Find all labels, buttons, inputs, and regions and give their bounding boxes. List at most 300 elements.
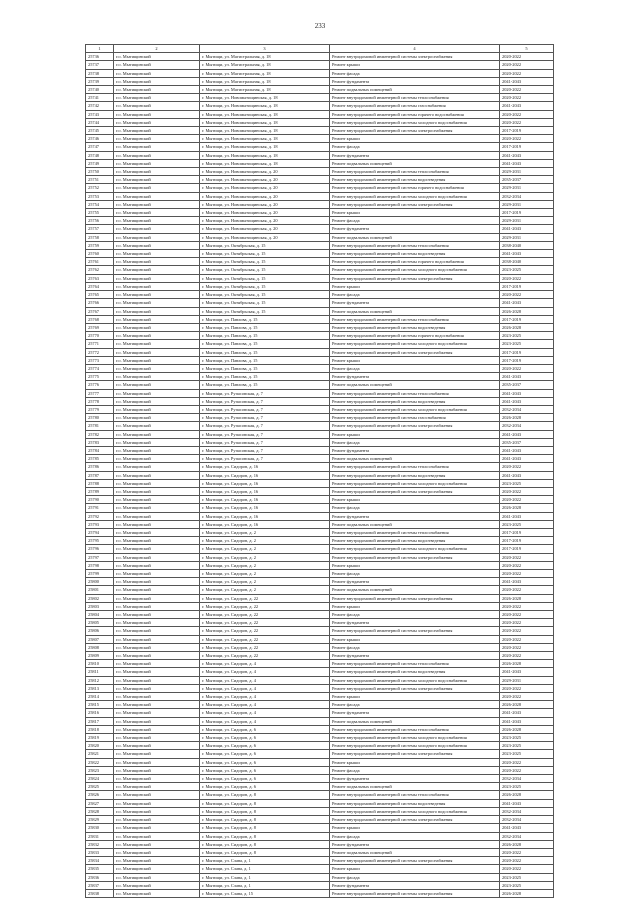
- table-row: [86, 652, 554, 660]
- address-cell: г. Мытищи, ул. Сидоров, д. 22: [200, 594, 330, 602]
- address-cell: г. Мытищи, ул. Новомытищинская, д. 18: [200, 118, 330, 126]
- table-row: [86, 873, 554, 881]
- table-row: [86, 159, 554, 167]
- work-type-cell: Ремонт внутридомовой инженерной системы холодного водоснабжения: [330, 742, 500, 750]
- period-cell: 2035-2037: [500, 381, 554, 389]
- municipality-cell: г.о. Мытищинский: [114, 594, 200, 602]
- work-type-cell: Ремонт внутридомовой инженерной системы холодного водоснабжения: [330, 676, 500, 684]
- municipality-cell: г.о. Мытищинский: [114, 356, 200, 364]
- address-cell: г. Мытищи, ул. Октябрьская, д. 15: [200, 291, 330, 299]
- row-number-cell: 25790: [86, 496, 114, 504]
- work-type-cell: Ремонт крыши: [330, 135, 500, 143]
- address-cell: г. Мытищи, ул. Сидоров, д. 16: [200, 471, 330, 479]
- address-cell: г. Мытищи, ул. Сидоров, д. 6: [200, 775, 330, 783]
- address-cell: г. Мытищи, ул. Новомытищинская, д. 18: [200, 94, 330, 102]
- work-type-cell: Ремонт подвальных помещений: [330, 783, 500, 791]
- address-cell: г. Мытищи, ул. Слава, д. 1: [200, 881, 330, 889]
- municipality-cell: г.о. Мытищинский: [114, 635, 200, 643]
- address-cell: г. Мытищи, ул. Павлова, д. 15: [200, 340, 330, 348]
- period-cell: 2020-2022: [500, 291, 554, 299]
- period-cell: 2020-2022: [500, 69, 554, 77]
- table-row: [86, 184, 554, 192]
- period-cell: 2041-2043: [500, 77, 554, 85]
- municipality-cell: г.о. Мытищинский: [114, 602, 200, 610]
- work-type-cell: Ремонт внутридомовой инженерной системы холодного водоснабжения: [330, 545, 500, 553]
- address-cell: г. Мытищи, ул. Магистральная, д. 18: [200, 69, 330, 77]
- table-row: [86, 791, 554, 799]
- table-row: [86, 725, 554, 733]
- row-number-cell: 25736: [86, 53, 114, 61]
- address-cell: г. Мытищи, ул. Сидоров, д. 4: [200, 660, 330, 668]
- address-cell: г. Мытищи, ул. Сидоров, д. 6: [200, 725, 330, 733]
- work-type-cell: Ремонт внутридомовой инженерной системы электроснабжения: [330, 857, 500, 865]
- period-cell: 2020-2022: [500, 86, 554, 94]
- work-type-cell: Ремонт внутридомовой инженерной системы водоотведения: [330, 799, 500, 807]
- municipality-cell: г.о. Мытищинский: [114, 758, 200, 766]
- row-number-cell: 25778: [86, 397, 114, 405]
- address-cell: г. Мытищи, ул. Сидоров, д. 16: [200, 512, 330, 520]
- municipality-cell: г.о. Мытищинский: [114, 848, 200, 856]
- municipality-cell: г.о. Мытищинский: [114, 684, 200, 692]
- row-number-cell: 25800: [86, 578, 114, 586]
- address-cell: г. Мытищи, ул. Октябрьская, д. 15: [200, 241, 330, 249]
- work-type-cell: Ремонт внутридомовой инженерной системы водоотведения: [330, 397, 500, 405]
- table-row: [86, 397, 554, 405]
- period-cell: 2020-2022: [500, 693, 554, 701]
- row-number-cell: 25774: [86, 364, 114, 372]
- municipality-cell: г.о. Мытищинский: [114, 816, 200, 824]
- period-cell: 2023-2025: [500, 266, 554, 274]
- period-cell: 2032-2034: [500, 807, 554, 815]
- period-cell: 2041-2043: [500, 512, 554, 520]
- table-row: [86, 274, 554, 282]
- address-cell: г. Мытищи, ул. Сидоров, д. 22: [200, 643, 330, 651]
- row-number-cell: 25779: [86, 405, 114, 413]
- municipality-cell: г.о. Мытищинский: [114, 209, 200, 217]
- row-number-cell: 25813: [86, 684, 114, 692]
- municipality-cell: г.о. Мытищинский: [114, 315, 200, 323]
- table-row: [86, 496, 554, 504]
- row-number-cell: 25837: [86, 881, 114, 889]
- municipality-cell: г.о. Мытищинский: [114, 135, 200, 143]
- address-cell: г. Мытищи, ул. Сидоров, д. 2: [200, 537, 330, 545]
- table-row: [86, 414, 554, 422]
- work-type-cell: Ремонт внутридомовой инженерной системы электроснабжения: [330, 348, 500, 356]
- address-cell: г. Мытищи, ул. Сидоров, д. 6: [200, 758, 330, 766]
- work-type-cell: Ремонт крыши: [330, 496, 500, 504]
- table-row: [86, 635, 554, 643]
- address-cell: г. Мытищи, ул. Октябрьская, д. 15: [200, 307, 330, 315]
- row-number-cell: 25827: [86, 799, 114, 807]
- address-cell: г. Мытищи, ул. Октябрьская, д. 15: [200, 258, 330, 266]
- municipality-cell: г.о. Мытищинский: [114, 373, 200, 381]
- row-number-cell: 25773: [86, 356, 114, 364]
- municipality-cell: г.о. Мытищинский: [114, 807, 200, 815]
- row-number-cell: 25757: [86, 225, 114, 233]
- address-cell: г. Мытищи, ул. Новомытищинская, д. 20: [200, 233, 330, 241]
- address-cell: г. Мытищи, ул. Сидоров, д. 16: [200, 520, 330, 528]
- work-type-cell: Ремонт подвальных помещений: [330, 381, 500, 389]
- row-number-cell: 25769: [86, 323, 114, 331]
- municipality-cell: г.о. Мытищинский: [114, 405, 200, 413]
- row-number-cell: 25836: [86, 873, 114, 881]
- work-type-cell: Ремонт внутридомовой инженерной системы теплоснабжения: [330, 94, 500, 102]
- period-cell: 2032-2034: [500, 775, 554, 783]
- table-row: [86, 807, 554, 815]
- municipality-cell: г.о. Мытищинский: [114, 881, 200, 889]
- period-cell: 2023-2025: [500, 332, 554, 340]
- municipality-cell: г.о. Мытищинский: [114, 734, 200, 742]
- row-number-cell: 25754: [86, 200, 114, 208]
- table-row: [86, 53, 554, 61]
- work-type-cell: Ремонт внутридомовой инженерной системы электроснабжения: [330, 53, 500, 61]
- work-type-cell: Ремонт крыши: [330, 61, 500, 69]
- municipality-cell: г.о. Мытищинский: [114, 110, 200, 118]
- row-number-cell: 25824: [86, 775, 114, 783]
- period-cell: 2017-2019: [500, 356, 554, 364]
- table-row: [86, 840, 554, 848]
- row-number-cell: 25777: [86, 389, 114, 397]
- municipality-cell: г.о. Мытищинский: [114, 799, 200, 807]
- work-type-cell: Ремонт внутридомовой инженерной системы электроснабжения: [330, 889, 500, 897]
- work-type-cell: Ремонт внутридомовой инженерной системы водоотведения: [330, 668, 500, 676]
- work-type-cell: Ремонт внутридомовой инженерной системы холодного водоснабжения: [330, 340, 500, 348]
- work-type-cell: Ремонт подвальных помещений: [330, 520, 500, 528]
- period-cell: 2026-2028: [500, 660, 554, 668]
- municipality-cell: г.о. Мытищинский: [114, 151, 200, 159]
- work-type-cell: Ремонт подвальных помещений: [330, 307, 500, 315]
- row-number-cell: 25780: [86, 414, 114, 422]
- period-cell: 2026-2028: [500, 840, 554, 848]
- period-cell: 2026-2028: [500, 307, 554, 315]
- work-type-cell: Ремонт внутридомовой инженерной системы газоснабжения: [330, 414, 500, 422]
- municipality-cell: г.о. Мытищинский: [114, 504, 200, 512]
- table-row: [86, 693, 554, 701]
- municipality-cell: г.о. Мытищинский: [114, 537, 200, 545]
- address-cell: г. Мытищи, ул. Сидоров, д. 8: [200, 816, 330, 824]
- period-cell: 2029-2031: [500, 168, 554, 176]
- work-type-cell: Ремонт фундамента: [330, 225, 500, 233]
- row-number-cell: 25749: [86, 159, 114, 167]
- work-type-cell: Ремонт фундамента: [330, 373, 500, 381]
- table-row: [86, 471, 554, 479]
- period-cell: 2020-2022: [500, 627, 554, 635]
- municipality-cell: г.о. Мытищинский: [114, 94, 200, 102]
- address-cell: г. Мытищи, ул. Сидоров, д. 6: [200, 750, 330, 758]
- table-row: [86, 200, 554, 208]
- work-type-cell: Ремонт внутридомовой инженерной системы водоотведения: [330, 471, 500, 479]
- period-cell: 2020-2022: [500, 53, 554, 61]
- work-type-cell: Ремонт крыши: [330, 602, 500, 610]
- municipality-cell: г.о. Мытищинский: [114, 69, 200, 77]
- address-cell: г. Мытищи, ул. Сидоров, д. 8: [200, 807, 330, 815]
- municipality-cell: г.о. Мытищинский: [114, 389, 200, 397]
- row-number-cell: 25781: [86, 422, 114, 430]
- municipality-cell: г.о. Мытищинский: [114, 422, 200, 430]
- row-number-cell: 25794: [86, 528, 114, 536]
- municipality-cell: г.о. Мытищинский: [114, 323, 200, 331]
- municipality-cell: г.о. Мытищинский: [114, 528, 200, 536]
- municipality-cell: г.о. Мытищинский: [114, 102, 200, 110]
- address-cell: г. Мытищи, ул. Новомытищинская, д. 20: [200, 192, 330, 200]
- header-cell: 2: [114, 45, 200, 53]
- table-row: [86, 684, 554, 692]
- row-number-cell: 25820: [86, 742, 114, 750]
- work-type-cell: Ремонт внутридомовой инженерной системы электроснабжения: [330, 200, 500, 208]
- work-type-cell: Ремонт подвальных помещений: [330, 233, 500, 241]
- period-cell: 2041-2043: [500, 668, 554, 676]
- address-cell: г. Мытищи, ул. Рупасовская, д. 7: [200, 389, 330, 397]
- row-number-cell: 25783: [86, 438, 114, 446]
- table-row: [86, 709, 554, 717]
- municipality-cell: г.о. Мытищинский: [114, 455, 200, 463]
- address-cell: г. Мытищи, ул. Сидоров, д. 4: [200, 684, 330, 692]
- work-type-cell: Ремонт внутридомовой инженерной системы водоотведения: [330, 537, 500, 545]
- address-cell: г. Мытищи, ул. Павлова, д. 15: [200, 381, 330, 389]
- municipality-cell: г.о. Мытищинский: [114, 570, 200, 578]
- period-cell: 2020-2022: [500, 848, 554, 856]
- row-number-cell: 25826: [86, 791, 114, 799]
- work-type-cell: Ремонт внутридомовой инженерной системы теплоснабжения: [330, 791, 500, 799]
- period-cell: 2041-2043: [500, 397, 554, 405]
- period-cell: 2017-2019: [500, 282, 554, 290]
- period-cell: 2020-2022: [500, 619, 554, 627]
- work-type-cell: Ремонт внутридомовой инженерной системы теплоснабжения: [330, 241, 500, 249]
- work-type-cell: Ремонт внутридомовой инженерной системы водоотведения: [330, 176, 500, 184]
- work-type-cell: Ремонт фасада: [330, 873, 500, 881]
- address-cell: г. Мытищи, ул. Сидоров, д. 22: [200, 602, 330, 610]
- table-row: [86, 865, 554, 873]
- table-row: [86, 266, 554, 274]
- table-row: [86, 446, 554, 454]
- table-row: [86, 619, 554, 627]
- address-cell: г. Мытищи, ул. Сидоров, д. 6: [200, 742, 330, 750]
- row-number-cell: 25812: [86, 676, 114, 684]
- period-cell: 2020-2022: [500, 274, 554, 282]
- table-row: [86, 307, 554, 315]
- address-cell: г. Мытищи, ул. Сидоров, д. 2: [200, 578, 330, 586]
- row-number-cell: 25818: [86, 725, 114, 733]
- row-number-cell: 25805: [86, 619, 114, 627]
- table-row: [86, 389, 554, 397]
- work-type-cell: Ремонт фасада: [330, 504, 500, 512]
- row-number-cell: 25775: [86, 373, 114, 381]
- municipality-cell: г.о. Мытищинский: [114, 118, 200, 126]
- table-row: [86, 373, 554, 381]
- row-number-cell: 25748: [86, 151, 114, 159]
- address-cell: г. Мытищи, ул. Сидоров, д. 22: [200, 635, 330, 643]
- municipality-cell: г.о. Мытищинский: [114, 561, 200, 569]
- period-cell: 2023-2025: [500, 479, 554, 487]
- municipality-cell: г.о. Мытищинский: [114, 889, 200, 897]
- municipality-cell: г.о. Мытищинский: [114, 438, 200, 446]
- row-number-cell: 25786: [86, 463, 114, 471]
- row-number-cell: 25825: [86, 783, 114, 791]
- work-type-cell: Ремонт внутридомовой инженерной системы водоотведения: [330, 250, 500, 258]
- address-cell: г. Мытищи, ул. Новомытищинская, д. 20: [200, 217, 330, 225]
- row-number-cell: 25743: [86, 110, 114, 118]
- municipality-cell: г.о. Мытищинский: [114, 725, 200, 733]
- period-cell: 2023-2025: [500, 873, 554, 881]
- municipality-cell: г.о. Мытищинский: [114, 668, 200, 676]
- row-number-cell: 25738: [86, 69, 114, 77]
- address-cell: г. Мытищи, ул. Слава, д. 15: [200, 889, 330, 897]
- table-row: [86, 217, 554, 225]
- period-cell: 2020-2022: [500, 463, 554, 471]
- row-number-cell: 25764: [86, 282, 114, 290]
- period-cell: 2041-2043: [500, 471, 554, 479]
- row-number-cell: 25741: [86, 94, 114, 102]
- address-cell: г. Мытищи, ул. Сидоров, д. 2: [200, 561, 330, 569]
- row-number-cell: 25830: [86, 824, 114, 832]
- work-type-cell: Ремонт внутридомовой инженерной системы теплоснабжения: [330, 168, 500, 176]
- period-cell: 2017-2019: [500, 348, 554, 356]
- table-row: [86, 168, 554, 176]
- row-number-cell: 25799: [86, 570, 114, 578]
- work-type-cell: Ремонт внутридомовой инженерной системы электроснабжения: [330, 553, 500, 561]
- period-cell: 2032-2034: [500, 192, 554, 200]
- address-cell: г. Мытищи, ул. Сидоров, д. 8: [200, 791, 330, 799]
- period-cell: 2041-2043: [500, 225, 554, 233]
- table-row: [86, 233, 554, 241]
- period-cell: 2017-2019: [500, 528, 554, 536]
- address-cell: г. Мытищи, ул. Слава, д. 1: [200, 865, 330, 873]
- row-number-cell: 25821: [86, 750, 114, 758]
- period-cell: 2041-2043: [500, 824, 554, 832]
- period-cell: 2020-2022: [500, 553, 554, 561]
- work-type-cell: Ремонт внутридомовой инженерной системы теплоснабжения: [330, 660, 500, 668]
- address-cell: г. Мытищи, ул. Павлова, д. 15: [200, 364, 330, 372]
- address-cell: г. Мытищи, ул. Сидоров, д. 2: [200, 528, 330, 536]
- municipality-cell: г.о. Мытищинский: [114, 192, 200, 200]
- row-number-cell: 25816: [86, 709, 114, 717]
- table-row: [86, 118, 554, 126]
- address-cell: г. Мытищи, ул. Новомытищинская, д. 18: [200, 102, 330, 110]
- table-row: [86, 209, 554, 217]
- table-row: [86, 783, 554, 791]
- row-number-cell: 25765: [86, 291, 114, 299]
- row-number-cell: 25742: [86, 102, 114, 110]
- table-row: [86, 430, 554, 438]
- table-row: [86, 455, 554, 463]
- row-number-cell: 25806: [86, 627, 114, 635]
- table-row: [86, 405, 554, 413]
- address-cell: г. Мытищи, ул. Сидоров, д. 16: [200, 504, 330, 512]
- work-type-cell: Ремонт внутридомовой инженерной системы электроснабжения: [330, 627, 500, 635]
- period-cell: 2020-2022: [500, 487, 554, 495]
- address-cell: г. Мытищи, ул. Сидоров, д. 16: [200, 479, 330, 487]
- address-cell: г. Мытищи, ул. Сидоров, д. 22: [200, 611, 330, 619]
- table-row: [86, 315, 554, 323]
- work-type-cell: Ремонт подвальных помещений: [330, 586, 500, 594]
- municipality-cell: г.о. Мытищинский: [114, 258, 200, 266]
- work-type-cell: Ремонт внутридомовой инженерной системы теплоснабжения: [330, 463, 500, 471]
- municipality-cell: г.о. Мытищинский: [114, 348, 200, 356]
- period-cell: 2041-2043: [500, 389, 554, 397]
- period-cell: 2032-2034: [500, 405, 554, 413]
- row-number-cell: 25785: [86, 455, 114, 463]
- period-cell: 2020-2022: [500, 94, 554, 102]
- period-cell: 2026-2028: [500, 414, 554, 422]
- table-row: [86, 364, 554, 372]
- table-row: [86, 848, 554, 856]
- row-number-cell: 25745: [86, 127, 114, 135]
- address-cell: г. Мытищи, ул. Павлова, д. 15: [200, 373, 330, 381]
- period-cell: 2020-2022: [500, 364, 554, 372]
- period-cell: 2041-2043: [500, 250, 554, 258]
- header-cell: 1: [86, 45, 114, 53]
- work-type-cell: Ремонт внутридомовой инженерной системы холодного водоснабжения: [330, 734, 500, 742]
- row-number-cell: 25761: [86, 258, 114, 266]
- table-row: [86, 69, 554, 77]
- address-cell: г. Мытищи, ул. Сидоров, д. 4: [200, 676, 330, 684]
- address-cell: г. Мытищи, ул. Новомытищинская, д. 20: [200, 200, 330, 208]
- row-number-cell: 25798: [86, 561, 114, 569]
- table-row: [86, 340, 554, 348]
- municipality-cell: г.о. Мытищинский: [114, 217, 200, 225]
- table-row: [86, 127, 554, 135]
- row-number-cell: 25750: [86, 168, 114, 176]
- work-type-cell: Ремонт внутридомовой инженерной системы электроснабжения: [330, 594, 500, 602]
- row-number-cell: 25814: [86, 693, 114, 701]
- municipality-cell: г.о. Мытищинский: [114, 652, 200, 660]
- work-type-cell: Ремонт фасада: [330, 701, 500, 709]
- address-cell: г. Мытищи, ул. Рупасовская, д. 7: [200, 405, 330, 413]
- address-cell: г. Мытищи, ул. Сидоров, д. 16: [200, 496, 330, 504]
- address-cell: г. Мытищи, ул. Новомытищинская, д. 20: [200, 176, 330, 184]
- period-cell: 2020-2022: [500, 865, 554, 873]
- work-type-cell: Ремонт внутридомовой инженерной системы электроснабжения: [330, 422, 500, 430]
- municipality-cell: г.о. Мытищинский: [114, 233, 200, 241]
- municipality-cell: г.о. Мытищинский: [114, 307, 200, 315]
- row-number-cell: 25740: [86, 86, 114, 94]
- row-number-cell: 25759: [86, 241, 114, 249]
- work-type-cell: Ремонт подвальных помещений: [330, 717, 500, 725]
- row-number-cell: 25819: [86, 734, 114, 742]
- row-number-cell: 25801: [86, 586, 114, 594]
- work-type-cell: Ремонт подвальных помещений: [330, 455, 500, 463]
- period-cell: 2017-2019: [500, 537, 554, 545]
- table-row: [86, 799, 554, 807]
- municipality-cell: г.о. Мытищинский: [114, 545, 200, 553]
- address-cell: г. Мытищи, ул. Рупасовская, д. 7: [200, 430, 330, 438]
- address-cell: г. Мытищи, ул. Новомытищинская, д. 20: [200, 168, 330, 176]
- table-row: [86, 832, 554, 840]
- row-number-cell: 25753: [86, 192, 114, 200]
- work-type-cell: Ремонт крыши: [330, 693, 500, 701]
- municipality-cell: г.о. Мытищинский: [114, 766, 200, 774]
- table-row: [86, 110, 554, 118]
- work-type-cell: Ремонт внутридомовой инженерной системы холодного водоснабжения: [330, 118, 500, 126]
- period-cell: 2035-2037: [500, 438, 554, 446]
- work-type-cell: Ремонт подвальных помещений: [330, 159, 500, 167]
- row-number-cell: 25822: [86, 758, 114, 766]
- municipality-cell: г.о. Мытищинский: [114, 586, 200, 594]
- municipality-cell: г.о. Мытищинский: [114, 717, 200, 725]
- work-type-cell: Ремонт фундамента: [330, 512, 500, 520]
- municipality-cell: г.о. Мытищинский: [114, 512, 200, 520]
- row-number-cell: 25771: [86, 340, 114, 348]
- municipality-cell: г.о. Мытищинский: [114, 873, 200, 881]
- table-row: [86, 816, 554, 824]
- address-cell: г. Мытищи, ул. Новомытищинская, д. 18: [200, 135, 330, 143]
- municipality-cell: г.о. Мытищинский: [114, 225, 200, 233]
- period-cell: 2020-2022: [500, 61, 554, 69]
- table-row: [86, 463, 554, 471]
- address-cell: г. Мытищи, ул. Сидоров, д. 6: [200, 783, 330, 791]
- row-number-cell: 25835: [86, 865, 114, 873]
- municipality-cell: г.о. Мытищинский: [114, 553, 200, 561]
